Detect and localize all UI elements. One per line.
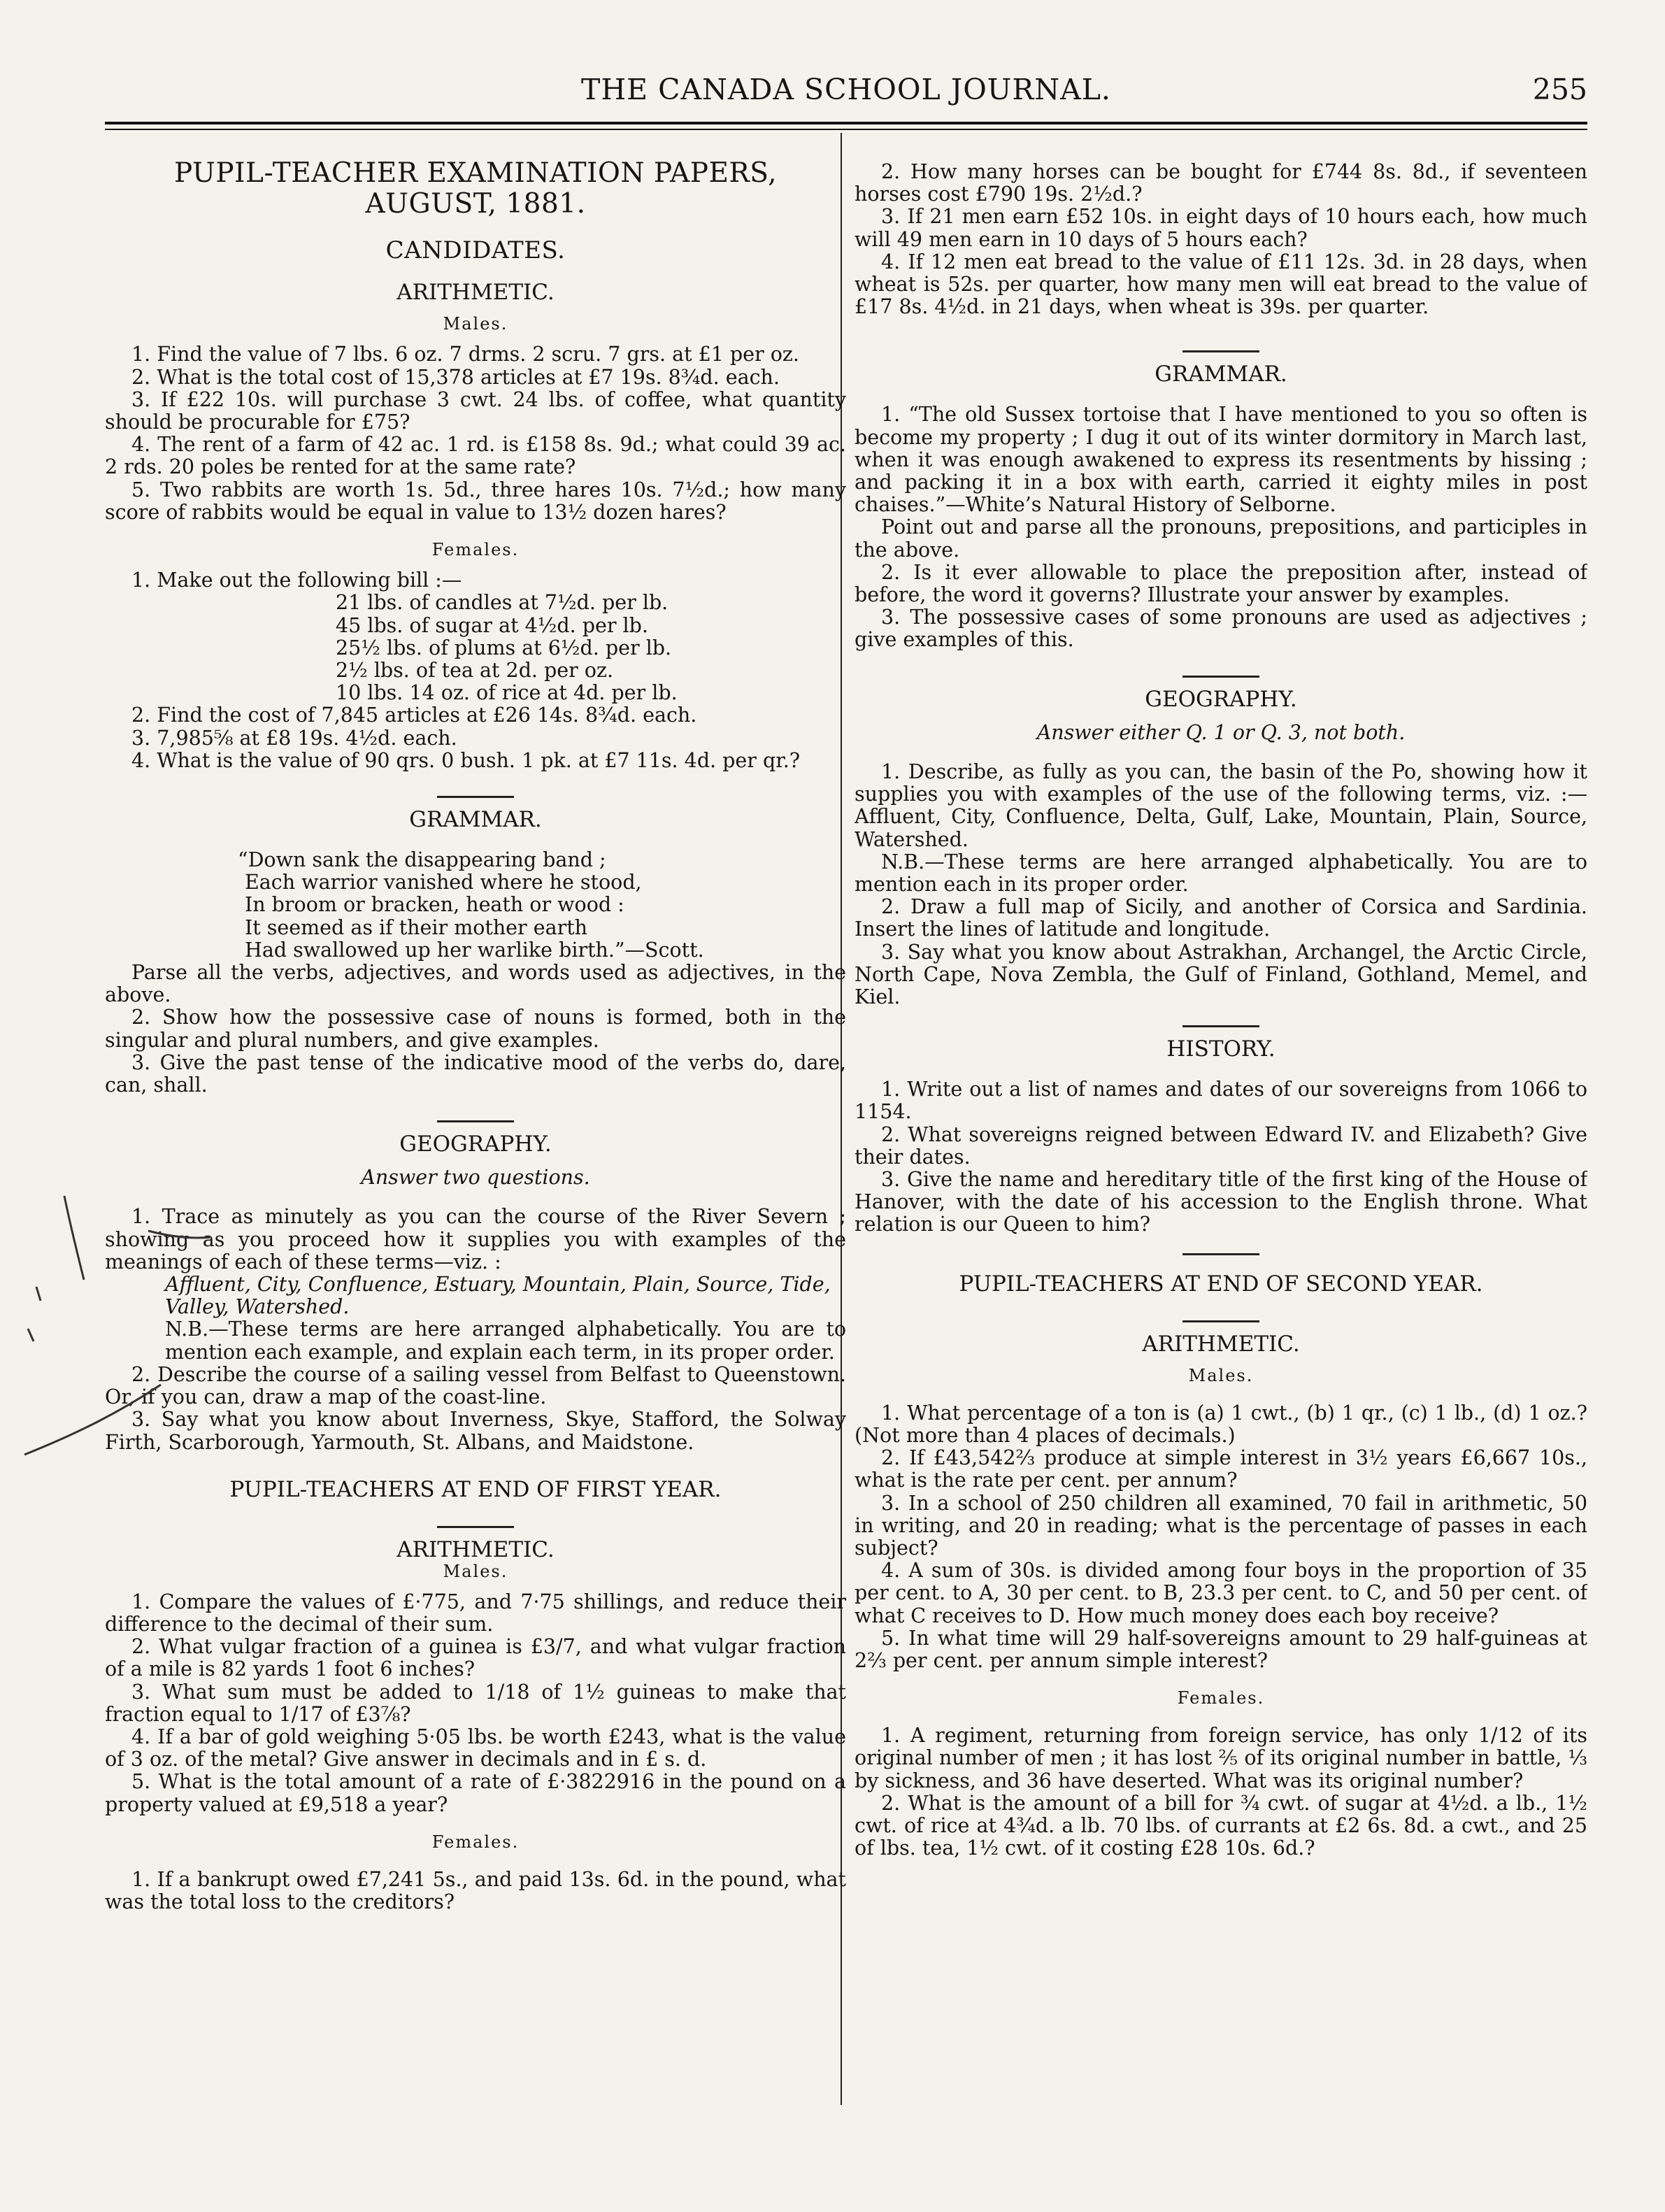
geography-instruction: Answer two questions. [361, 1166, 590, 1190]
poem-line: Each warrior vanished where he stood, [245, 871, 642, 894]
header-rule [105, 122, 1587, 124]
question: 2. If £43,542⅔ produce at simple interest in 3½ years £6,667 10s., what is the rate per cent. per annum? [855, 1446, 1587, 1492]
males-heading: Males. [443, 1561, 508, 1581]
geography-terms: Affluent, City, Confluence, Estuary, Mountain, Plain, Source, Tide, Valley, Watershed. [165, 1273, 831, 1319]
females-heading: Females. [1177, 1688, 1265, 1708]
question: 2. What sovereigns reigned between Edward IV. and Elizabeth? Give their dates. [855, 1122, 1587, 1169]
question: 2. Describe the course of a sailing vessel from Belfast to Queenstown. Or, if you can, draw a map of the coast-line. [105, 1362, 846, 1409]
question: 2. How many horses can be bought for £744 8s. 8d., if seventeen horses cost £790 19s. 2½d.? [855, 160, 1587, 206]
question: 3. Say what you know about Astrakhan, Archangel, the Arctic Circle, North Cape, Nova Zembla, the Gulf of Finland, Gothland, Memel, and Kiel. [855, 940, 1587, 1008]
main-title-line-1: PUPIL-TEACHER EXAMINATION PAPERS, [173, 158, 778, 189]
question: 1. Write out a list of names and dates of our sovereigns from 1066 to 1154. [855, 1078, 1587, 1124]
question: 2. What is the total cost of 15,378 articles at £7 19s. 8¾d. each. [131, 365, 780, 389]
question: 1. What percentage of a ton is (a) 1 cwt., (b) 1 qr., (c) 1 lb., (d) 1 oz.? (Not more than 4 places of decimals.) [855, 1401, 1587, 1447]
question: 2. Show how the possessive case of nouns is formed, both in the singular and plural numbers, and give examples. [105, 1006, 846, 1052]
males-heading: Males. [443, 314, 508, 334]
geography-heading: GEOGRAPHY. [399, 1132, 552, 1157]
bill-line: 25½ lbs. of plums at 6½d. per lb. [336, 636, 672, 659]
page-number: 255 [1532, 73, 1587, 106]
question: 3. If £22 10s. will purchase 3 cwt. 24 lbs. of coffee, what quantity should be procurable for £75? [105, 387, 846, 434]
poem-line: Had swallowed up her warlike birth.”—Scott. [245, 938, 704, 962]
bill-line: 10 lbs. 14 oz. of rice at 4d. per lb. [336, 681, 678, 705]
geography-heading: GEOGRAPHY. [1145, 686, 1297, 712]
history-heading: HISTORY. [1166, 1036, 1275, 1062]
grammar-heading: GRAMMAR. [1155, 362, 1287, 387]
question: 1. A regiment, returning from foreign service, has only 1/12 of its original number of men ; it has lost ⅖ of its original number in battle, ⅓ by sickness, and 36 have deserted. What was its original number? [855, 1724, 1587, 1792]
question: 3. The possessive cases of some pronouns are used as adjectives ; give examples of this. [855, 606, 1587, 652]
question: 3. Give the past tense of the indicative mood of the verbs do, dare, can, shall. [105, 1050, 846, 1097]
grammar-heading: GRAMMAR. [409, 807, 542, 832]
running-head [105, 73, 1587, 115]
question: 1. Compare the values of £·775, and 7·75 shillings, and reduce their difference to the decimal of their sum. [105, 1590, 846, 1636]
question: 4. What is the value of 90 qrs. 0 bush. 1 pk. at £7 11s. 4d. per qr.? [131, 748, 801, 772]
main-title-line-2: AUGUST, 1881. [365, 188, 586, 220]
question: 4. The rent of a farm of 42 ac. 1 rd. is £158 8s. 9d.; what could 39 ac. 2 rds. 20 poles be rented for at the same rate? [105, 433, 846, 479]
question: 2. Find the cost of 7,845 articles at £26 14s. 8¾d. each. [131, 704, 697, 727]
running-title: THE CANADA SCHOOL JOURNAL. [581, 73, 1111, 106]
right-column [855, 158, 1587, 2116]
arithmetic-heading: ARITHMETIC. [396, 1536, 555, 1562]
question: 2. What vulgar fraction of a guinea is £3/7, and what vulgar fraction of a mile is 82 yards 1 foot 6 inches? [105, 1635, 846, 1681]
bill-line: 21 lbs. of candles at 7½d. per lb. [336, 591, 669, 615]
question: 1. Find the value of 7 lbs. 6 oz. 7 drms. 2 scru. 7 grs. at £1 per oz. [131, 343, 799, 366]
header-rule-thin [105, 129, 1587, 130]
poem-line: In broom or bracken, heath or wood : [245, 893, 624, 917]
question: 5. Two rabbits are worth 1s. 5d., three hares 10s. 7½d.; how many score of rabbits would be equal in value to 13½ dozen hares? [105, 478, 846, 524]
question: N.B.—These terms are here arranged alphabetically. You are to mention each in its proper order. [855, 850, 1587, 896]
left-column [105, 158, 846, 2116]
first-year-heading: PUPIL-TEACHERS AT END OF FIRST YEAR. [229, 1476, 722, 1502]
geography-instruction: Answer either Q. 1 or Q. 3, not both. [1036, 720, 1406, 744]
bill-line: 2½ lbs. of tea at 2d. per oz. [336, 658, 614, 682]
bill-line: 45 lbs. of sugar at 4½d. per lb. [336, 613, 648, 637]
geography-note: N.B.—These terms are here arranged alphabetically. You are to mention each example, and explain each term, in its proper order. [165, 1318, 846, 1364]
arithmetic-heading: ARITHMETIC. [1142, 1331, 1300, 1357]
question: 1. Make out the following bill :— [131, 569, 462, 592]
question: 1. If a bankrupt owed £7,241 5s., and paid 13s. 6d. in the pound, what was the total loss to the creditors? [105, 1867, 846, 1914]
question: 2. Is it ever allowable to place the preposition after, instead of before, the word it governs? Illustrate your answer by examples. [855, 560, 1587, 607]
males-heading: Males. [1188, 1365, 1254, 1385]
question: 3. 7,985⅝ at £8 19s. 4½d. each. [131, 726, 457, 750]
arithmetic-heading: ARITHMETIC. [396, 280, 555, 306]
candidates-heading: CANDIDATES. [385, 236, 566, 264]
question: 5. In what time will 29 half-sovereigns amount to 29 half-guineas at 2⅔ per cent. per annum simple interest? [855, 1626, 1587, 1672]
question: Parse all the verbs, adjectives, and words used as adjectives, in the above. [105, 961, 846, 1007]
question: Point out and parse all the pronouns, prepositions, and participles in the above. [855, 515, 1587, 562]
question: 3. Give the name and hereditary title of the first king of the House of Hanover, with the date of his accession to the English throne. What relation is our Queen to him? [855, 1167, 1587, 1236]
question: 1. “The old Sussex tortoise that I have mentioned to you so often is become my property ; I dug it out of its winter dormitory in March last, when it was enough awakened to express its resentments by hissing ; and packing it in a box with earth, carried it eighty miles in post chaises.”—White’s Natural History of Selborne. [855, 403, 1587, 517]
poem-line: It seemed as if their mother earth [245, 915, 588, 939]
poem-line: “Down sank the disappearing band ; [238, 848, 606, 872]
females-heading: Females. [431, 540, 520, 560]
question: 1. Describe, as fully as you can, the basin of the Po, showing how it supplies you with examples of the use of the following terms, viz. :—Affluent, City, Confluence, Delta, Gulf, Lake, Mountain, Plain, Source, Watershed. [855, 759, 1587, 851]
females-heading: Females. [431, 1832, 520, 1852]
question: 2. What is the amount of a bill for ¾ cwt. of sugar at 4½d. a lb., 1½ cwt. of rice at 4¾d. a lb. 70 lbs. of currants at £2 6s. 8d. a cwt., and 25 of lbs. tea, 1½ cwt. of it costing £28 10s. 6d.? [855, 1791, 1587, 1860]
question: 4. A sum of 30s. is divided among four boys in the proportion of 35 per cent. to A, 30 per cent. to B, 23.3 per cent. to C, and 50 per cent. of what C receives to D. How much money does each boy receive? [855, 1559, 1587, 1627]
question: 3. In a school of 250 children all examined, 70 fail in arithmetic, 50 in writing, and 20 in reading; what is the percentage of passes in each subject? [855, 1491, 1587, 1560]
question: 1. Trace as minutely as you can the course of the River Severn ; showing as you proceed how it supplies you with examples of the meanings of each of these terms—viz. : [105, 1205, 846, 1273]
question: 4. If a bar of gold weighing 5·05 lbs. be worth £243, what is the value of 3 oz. of the metal? Give answer in decimals and in £ s. d. [105, 1725, 846, 1771]
question: 3. Say what you know about Inverness, Skye, Stafford, the Solway Firth, Scarborough, Yarmouth, St. Albans, and Maidstone. [105, 1408, 846, 1454]
question: 2. Draw a full map of Sicily, and another of Corsica and Sardinia. Insert the lines of latitude and longitude. [855, 895, 1587, 941]
question: 4. If 12 men eat bread to the value of £11 12s. 3d. in 28 days, when wheat is 52s. per quarter, how many men will eat bread to the value of £17 8s. 4½d. in 21 days, when wheat is 39s. per quarter. [855, 250, 1587, 319]
question: 3. If 21 men earn £52 10s. in eight days of 10 hours each, how much will 49 men earn in 10 days of 5 hours each? [855, 205, 1587, 251]
question: 5. What is the total amount of a rate of £·3822916 in the pound on a property valued at £9,518 a year? [105, 1770, 846, 1816]
second-year-heading: PUPIL-TEACHERS AT END OF SECOND YEAR. [959, 1271, 1483, 1297]
question: 3. What sum must be added to 1/18 of 1½ guineas to make that fraction equal to 1/17 of £3⅞? [105, 1680, 846, 1726]
